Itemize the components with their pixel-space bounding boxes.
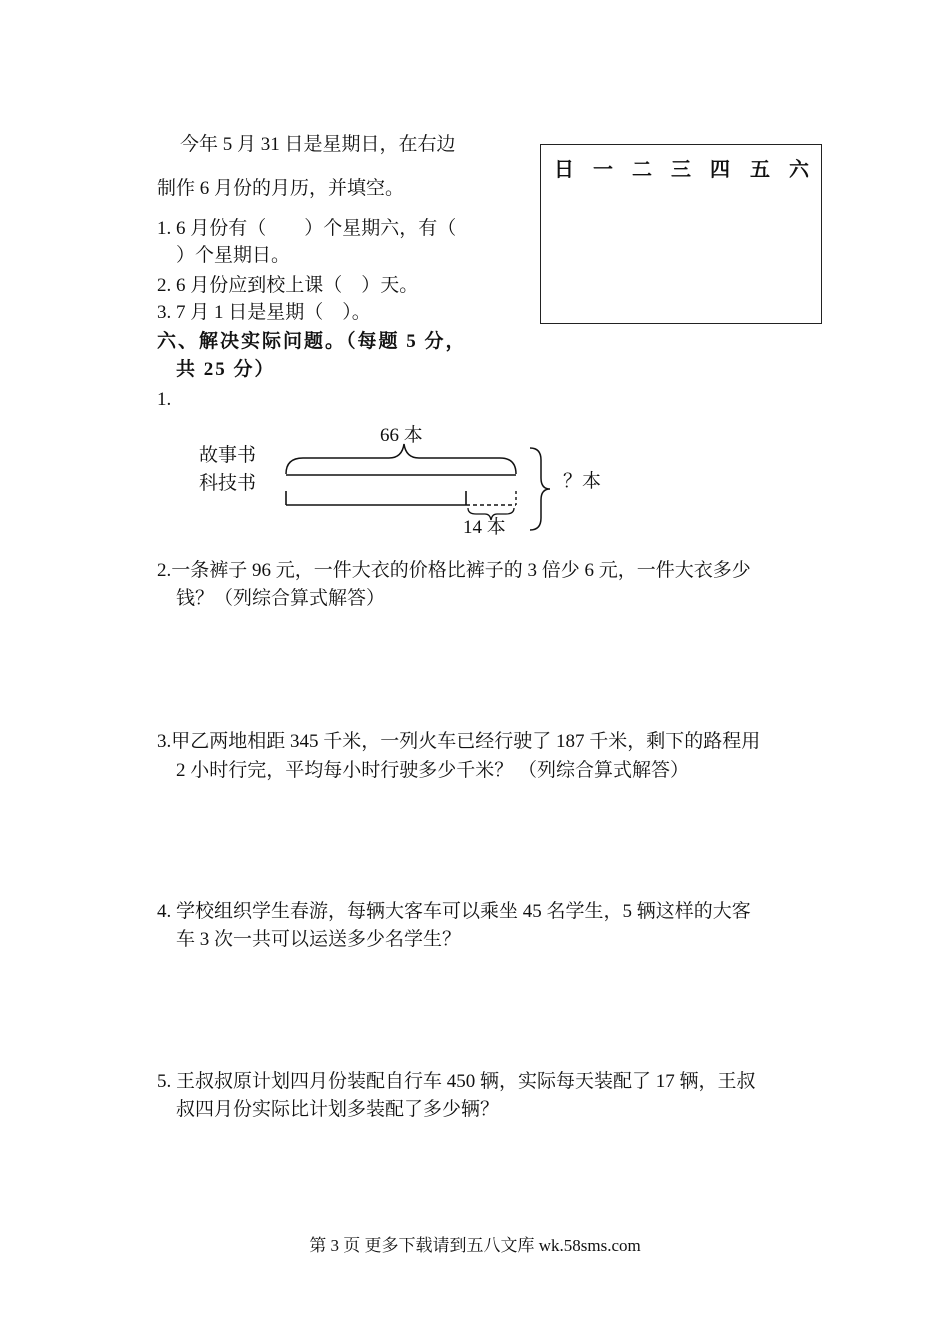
problem-2-line2: 钱？（列综合算式解答） [176,588,386,609]
difference-brace [468,508,514,520]
section-6-title-line1: 六、解决实际问题。（每题 5 分， [157,331,467,352]
segment-diagram [0,0,950,560]
story-books-value: 66 本 [380,425,423,446]
story-books-label: 故事书 [199,445,257,466]
calendar-question-1-line2: ）个星期日。 [176,245,291,266]
weekday-thu: 四 [710,159,730,181]
weekday-fri: 五 [750,159,770,181]
total-brace [530,448,550,530]
difference-value: 14 本 [463,517,506,538]
problem-4-line1: 4. 学校组织学生春游，每辆大客车可以乘坐 45 名学生，5 辆这样的大客 [157,901,751,922]
calendar-question-1-line1: 1. 6 月份有（ ）个星期六，有（ [157,218,457,239]
calendar-question-2: 2. 6 月份应到校上课（ ）天。 [157,275,419,296]
problem-5-line2: 叔四月份实际比计划多装配了多少辆？ [176,1099,500,1120]
weekday-sat: 六 [789,159,809,181]
weekday-tue: 二 [632,159,652,181]
problem-3-line1: 3.甲乙两地相距 345 千米，一列火车已经行驶了 187 千米，剩下的路程用 [157,731,761,752]
problem-5-line1: 5. 王叔叔原计划四月份装配自行车 450 辆，实际每天装配了 17 辆，王叔 [157,1071,756,1092]
page-footer: 第 3 页 更多下载请到五八文库 wk.58sms.com [309,1236,641,1255]
problem-2-line1: 2.一条裤子 96 元，一件大衣的价格比裤子的 3 倍少 6 元，一件大衣多少 [157,560,751,581]
problem-1-number: 1. [157,389,172,410]
section-6-title-line2: 共 25 分） [176,359,276,380]
weekday-wed: 三 [671,159,691,181]
calendar-intro-line2: 制作 6 月份的月历，并填空。 [157,178,405,199]
weekday-mon: 一 [593,159,613,181]
problem-3-line2: 2 小时行完，平均每小时行驶多少千米？ （列综合算式解答） [176,760,690,781]
total-unknown-label: ？本 [563,471,602,492]
story-books-brace [286,444,516,474]
calendar-question-3: 3. 7 月 1 日是星期（ ）。 [157,302,371,323]
weekday-sun: 日 [554,159,574,181]
tech-books-label: 科技书 [199,473,257,494]
calendar-intro-line1: 今年 5 月 31 日是星期日，在右边 [180,134,456,155]
problem-4-line2: 车 3 次一共可以运送多少名学生？ [176,929,462,950]
